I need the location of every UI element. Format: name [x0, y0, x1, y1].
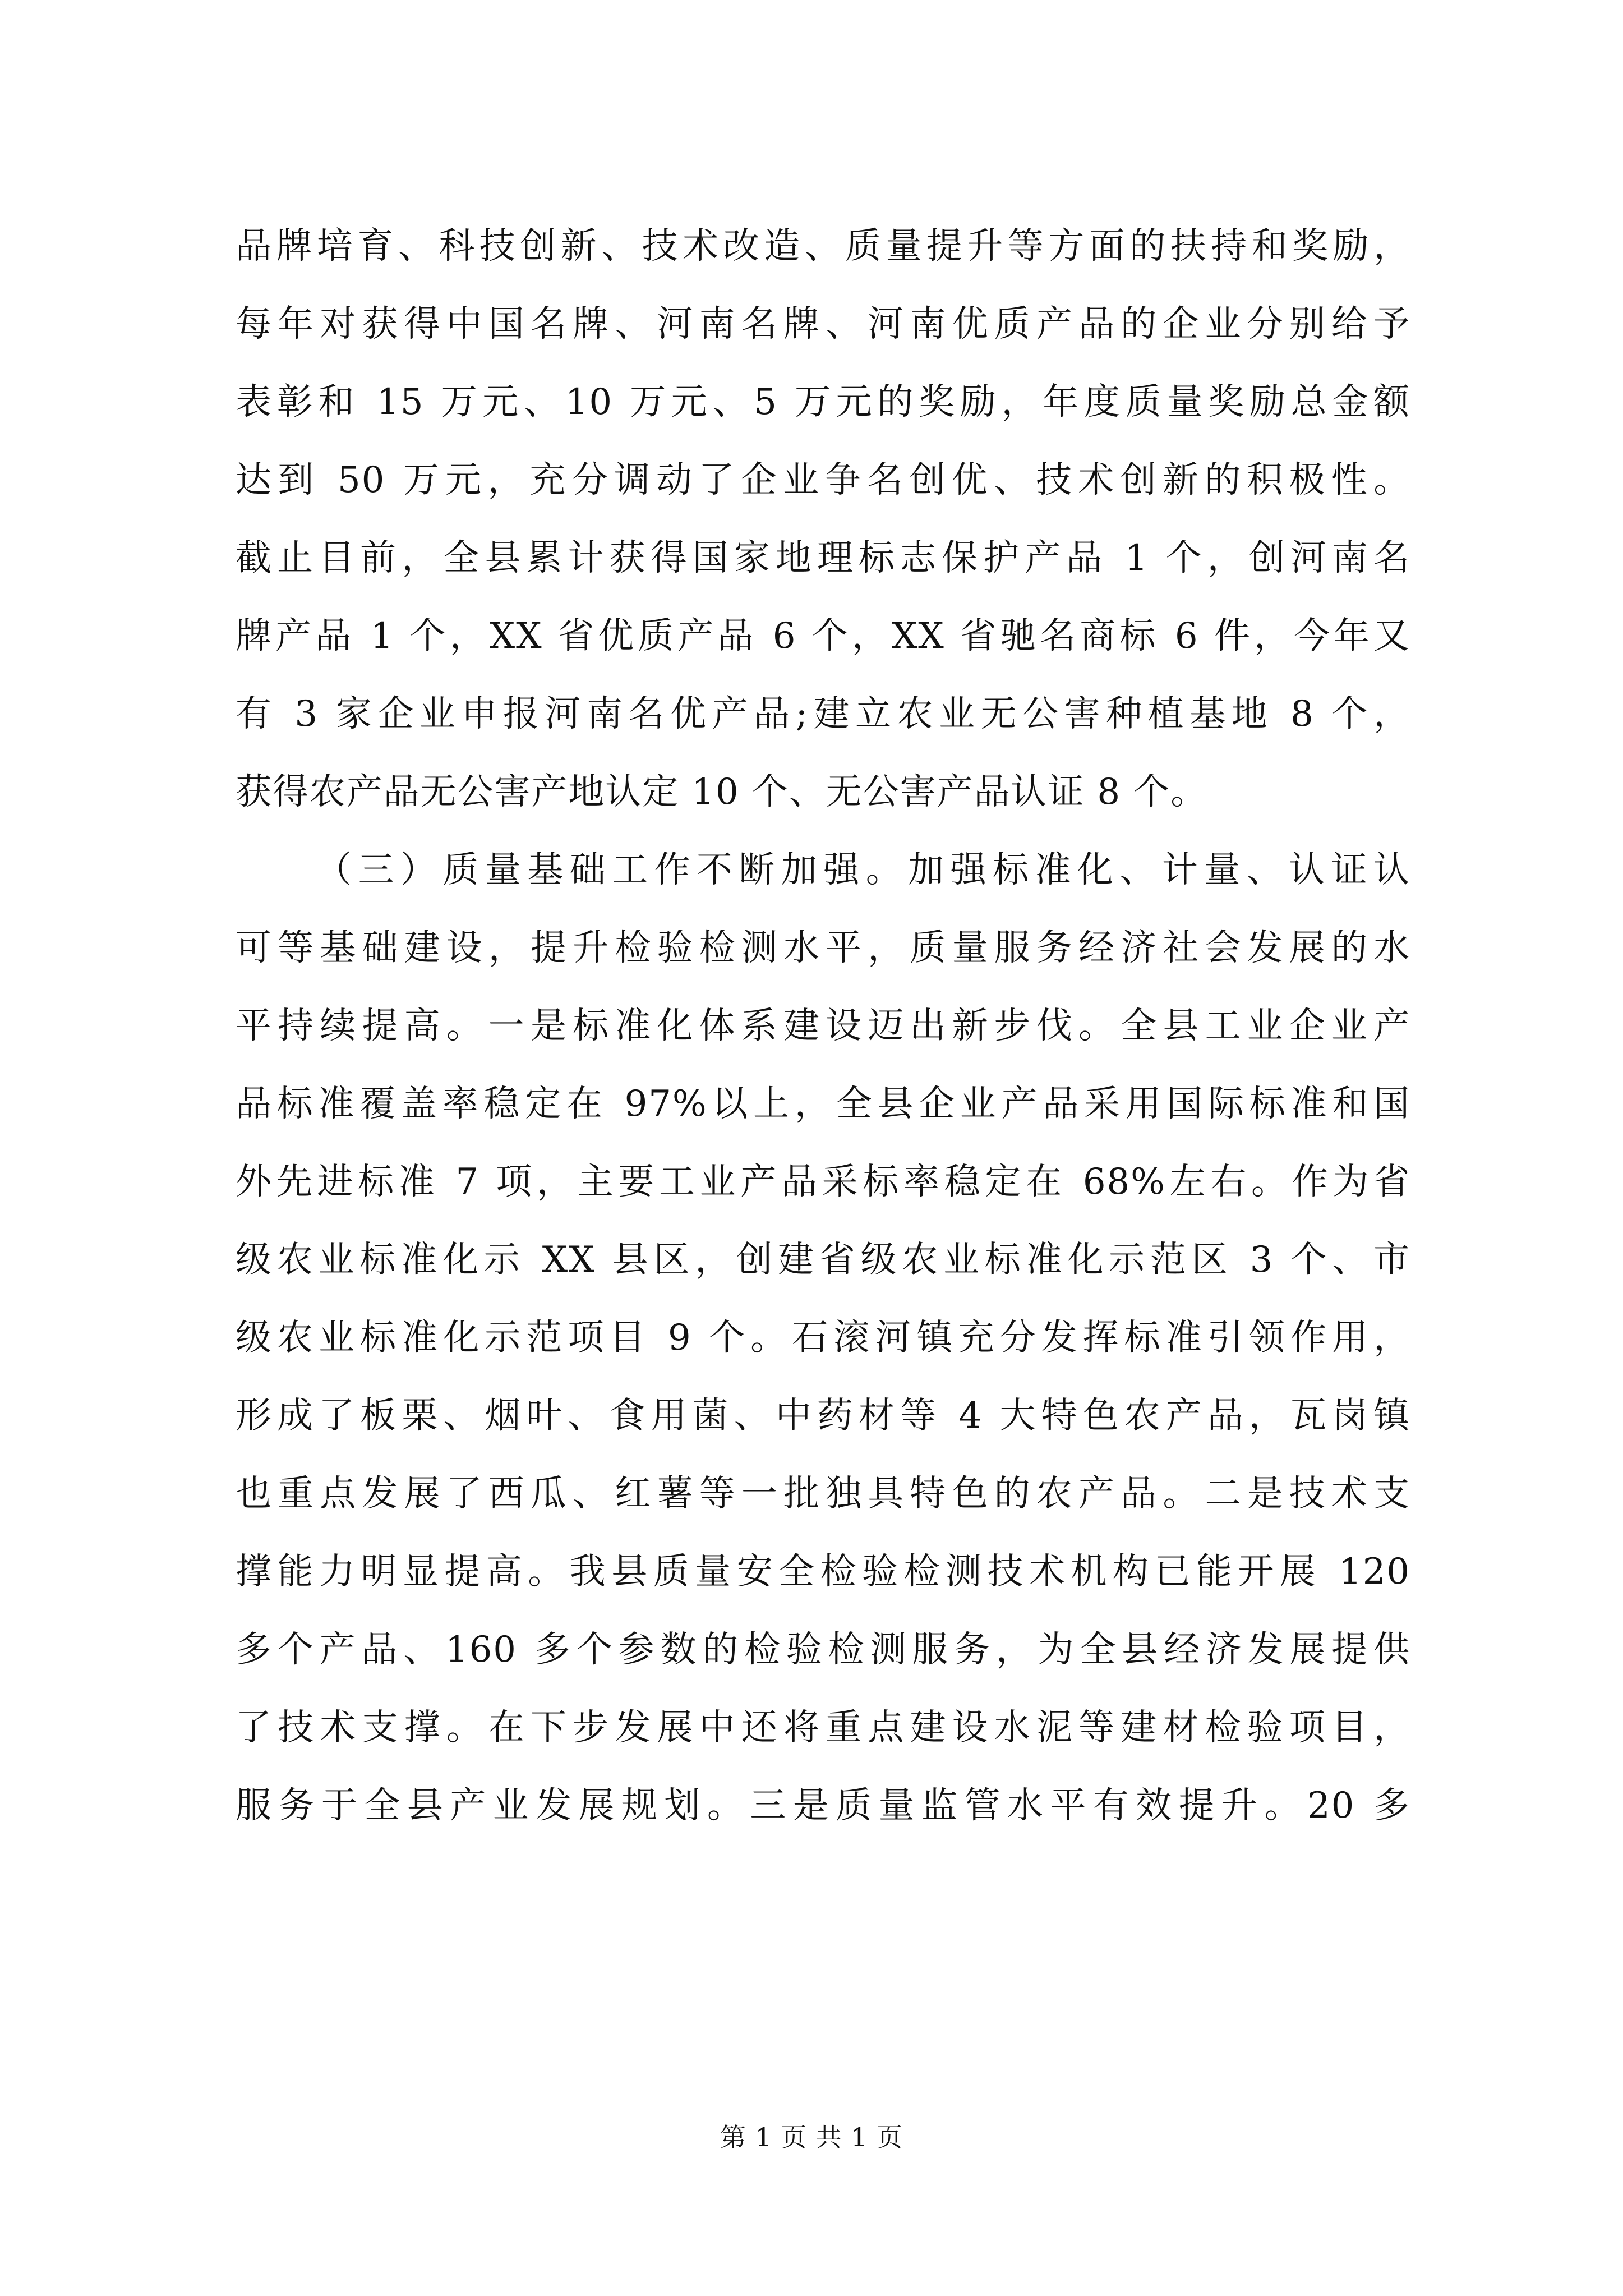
text-line: 级农业标准化示 XX 县区，创建省级农业标准化示范区 3 个、市 [236, 1239, 1410, 1281]
text-line: 外先进标准 7 项，主要工业产品采标率稳定在 68%左右。作为省 [236, 1161, 1410, 1203]
body-text [236, 208, 1410, 1845]
text-line: 获得农产品无公害产地认定 10 个、无公害产品认证 8 个。 [236, 771, 1208, 813]
text-line: （三）质量基础工作不断加强。加强标准化、计量、认证认 [316, 849, 1410, 891]
text-line: 有 3 家企业申报河南名优产品;建立农业无公害种植基地 8 个， [236, 693, 1410, 735]
text-line: 形成了板栗、烟叶、食用菌、中药材等 4 大特色农产品，瓦岗镇 [236, 1395, 1410, 1437]
text-line: 可等基础建设，提升检验检测水平，质量服务经济社会发展的水 [236, 927, 1410, 969]
text-line: 表彰和 15 万元、10 万元、5 万元的奖励，年度质量奖励总金额 [236, 381, 1410, 423]
text-line: 牌产品 1 个，XX 省优质产品 6 个，XX 省驰名商标 6 件，今年又 [236, 615, 1410, 657]
text-line: 了技术支撑。在下步发展中还将重点建设水泥等建材检验项目， [236, 1707, 1410, 1749]
text-line: 多个产品、160 多个参数的检验检测服务，为全县经济发展提供 [236, 1629, 1410, 1671]
page-footer: 第 1 页 共 1 页 [720, 2122, 903, 2152]
text-line: 品标准覆盖率稳定在 97%以上，全县企业产品采用国际标准和国 [236, 1083, 1410, 1125]
text-line: 截止目前，全县累计获得国家地理标志保护产品 1 个，创河南名 [236, 537, 1410, 579]
text-line: 品牌培育、科技创新、技术改造、质量提升等方面的扶持和奖励， [236, 226, 1410, 267]
text-line: 平持续提高。一是标准化体系建设迈出新步伐。全县工业企业产 [236, 1005, 1410, 1047]
text-line: 也重点发展了西瓜、红薯等一批独具特色的农产品。二是技术支 [236, 1473, 1410, 1515]
text-line: 达到 50 万元，充分调动了企业争名创优、技术创新的积极性。 [236, 459, 1410, 501]
text-line: 撑能力明显提高。我县质量安全检验检测技术机构已能开展 120 [236, 1551, 1410, 1593]
text-line: 每年对获得中国名牌、河南名牌、河南优质产品的企业分别给予 [236, 303, 1410, 345]
text-line: 服务于全县产业发展规划。三是质量监管水平有效提升。20 多 [236, 1785, 1410, 1826]
text-line: 级农业标准化示范项目 9 个。石滚河镇充分发挥标准引领作用， [236, 1317, 1410, 1359]
